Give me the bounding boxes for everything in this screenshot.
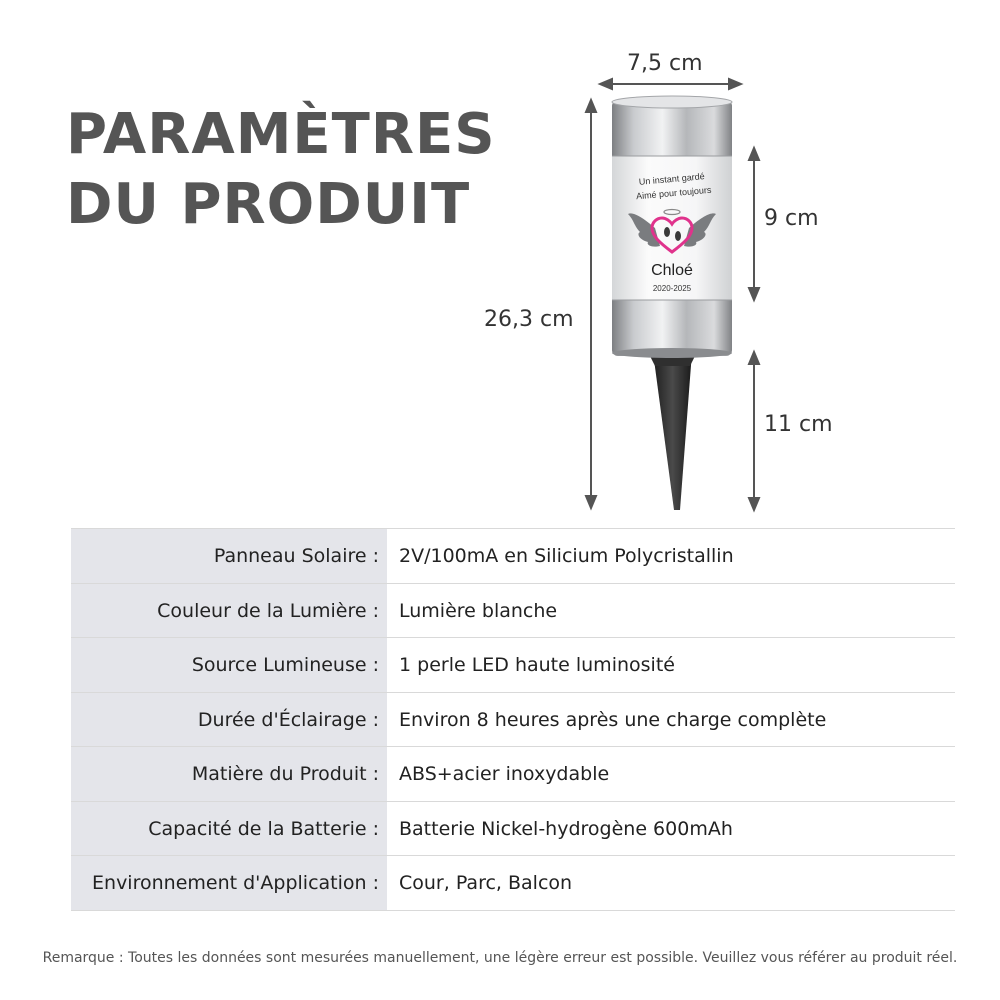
spec-label: Environnement d'Application : [71,856,387,910]
lamp-height-label: 9 cm [764,206,819,231]
table-row [71,802,955,857]
width-dimension-arrow [600,79,741,89]
spec-label: Capacité de la Batterie : [71,802,387,856]
title-line-1: PARAMÈTRES [66,102,496,167]
lamp-height-arrow [749,148,759,300]
spec-label: Source Lumineuse : [71,638,387,692]
spec-value: Cour, Parc, Balcon [387,856,955,910]
spec-value: 2V/100mA en Silicium Polycristallin [387,529,955,583]
spec-value: Lumière blanche [387,584,955,638]
solar-lamp [612,96,732,358]
total-height-label: 26,3 cm [484,307,574,332]
spec-label: Durée d'Éclairage : [71,693,387,747]
spec-table [71,528,955,911]
spec-value: 1 perle LED haute luminosité [387,638,955,692]
spec-value: ABS+acier inoxydable [387,747,955,801]
table-row [71,638,955,693]
print-line-2: Aimé pour toujours [635,184,712,202]
table-row [71,856,955,911]
table-row [71,584,955,639]
total-height-arrow [586,100,596,508]
spec-label: Panneau Solaire : [71,529,387,583]
stake-height-label: 11 cm [764,412,833,437]
spec-label: Matière du Produit : [71,747,387,801]
spec-value: Environ 8 heures après une charge complète [387,693,955,747]
table-row [71,747,955,802]
width-label: 7,5 cm [627,51,703,76]
print-line-1: Un instant gardé [638,171,706,187]
print-years: 2020-2025 [652,284,692,293]
title-line-2: DU PRODUIT [66,172,471,237]
spec-label: Couleur de la Lumière : [71,584,387,638]
spec-value: Batterie Nickel-hydrogène 600mAh [387,802,955,856]
table-row [71,529,955,584]
print-name: Chloé [651,262,693,279]
stake-height-arrow [749,352,759,510]
table-row [71,693,955,748]
disclaimer-note: Remarque : Toutes les données sont mesurées manuellement, une légère erreur est possible. Veuillez vous référer au produit réel. [42,950,958,966]
ground-stake [653,352,692,510]
